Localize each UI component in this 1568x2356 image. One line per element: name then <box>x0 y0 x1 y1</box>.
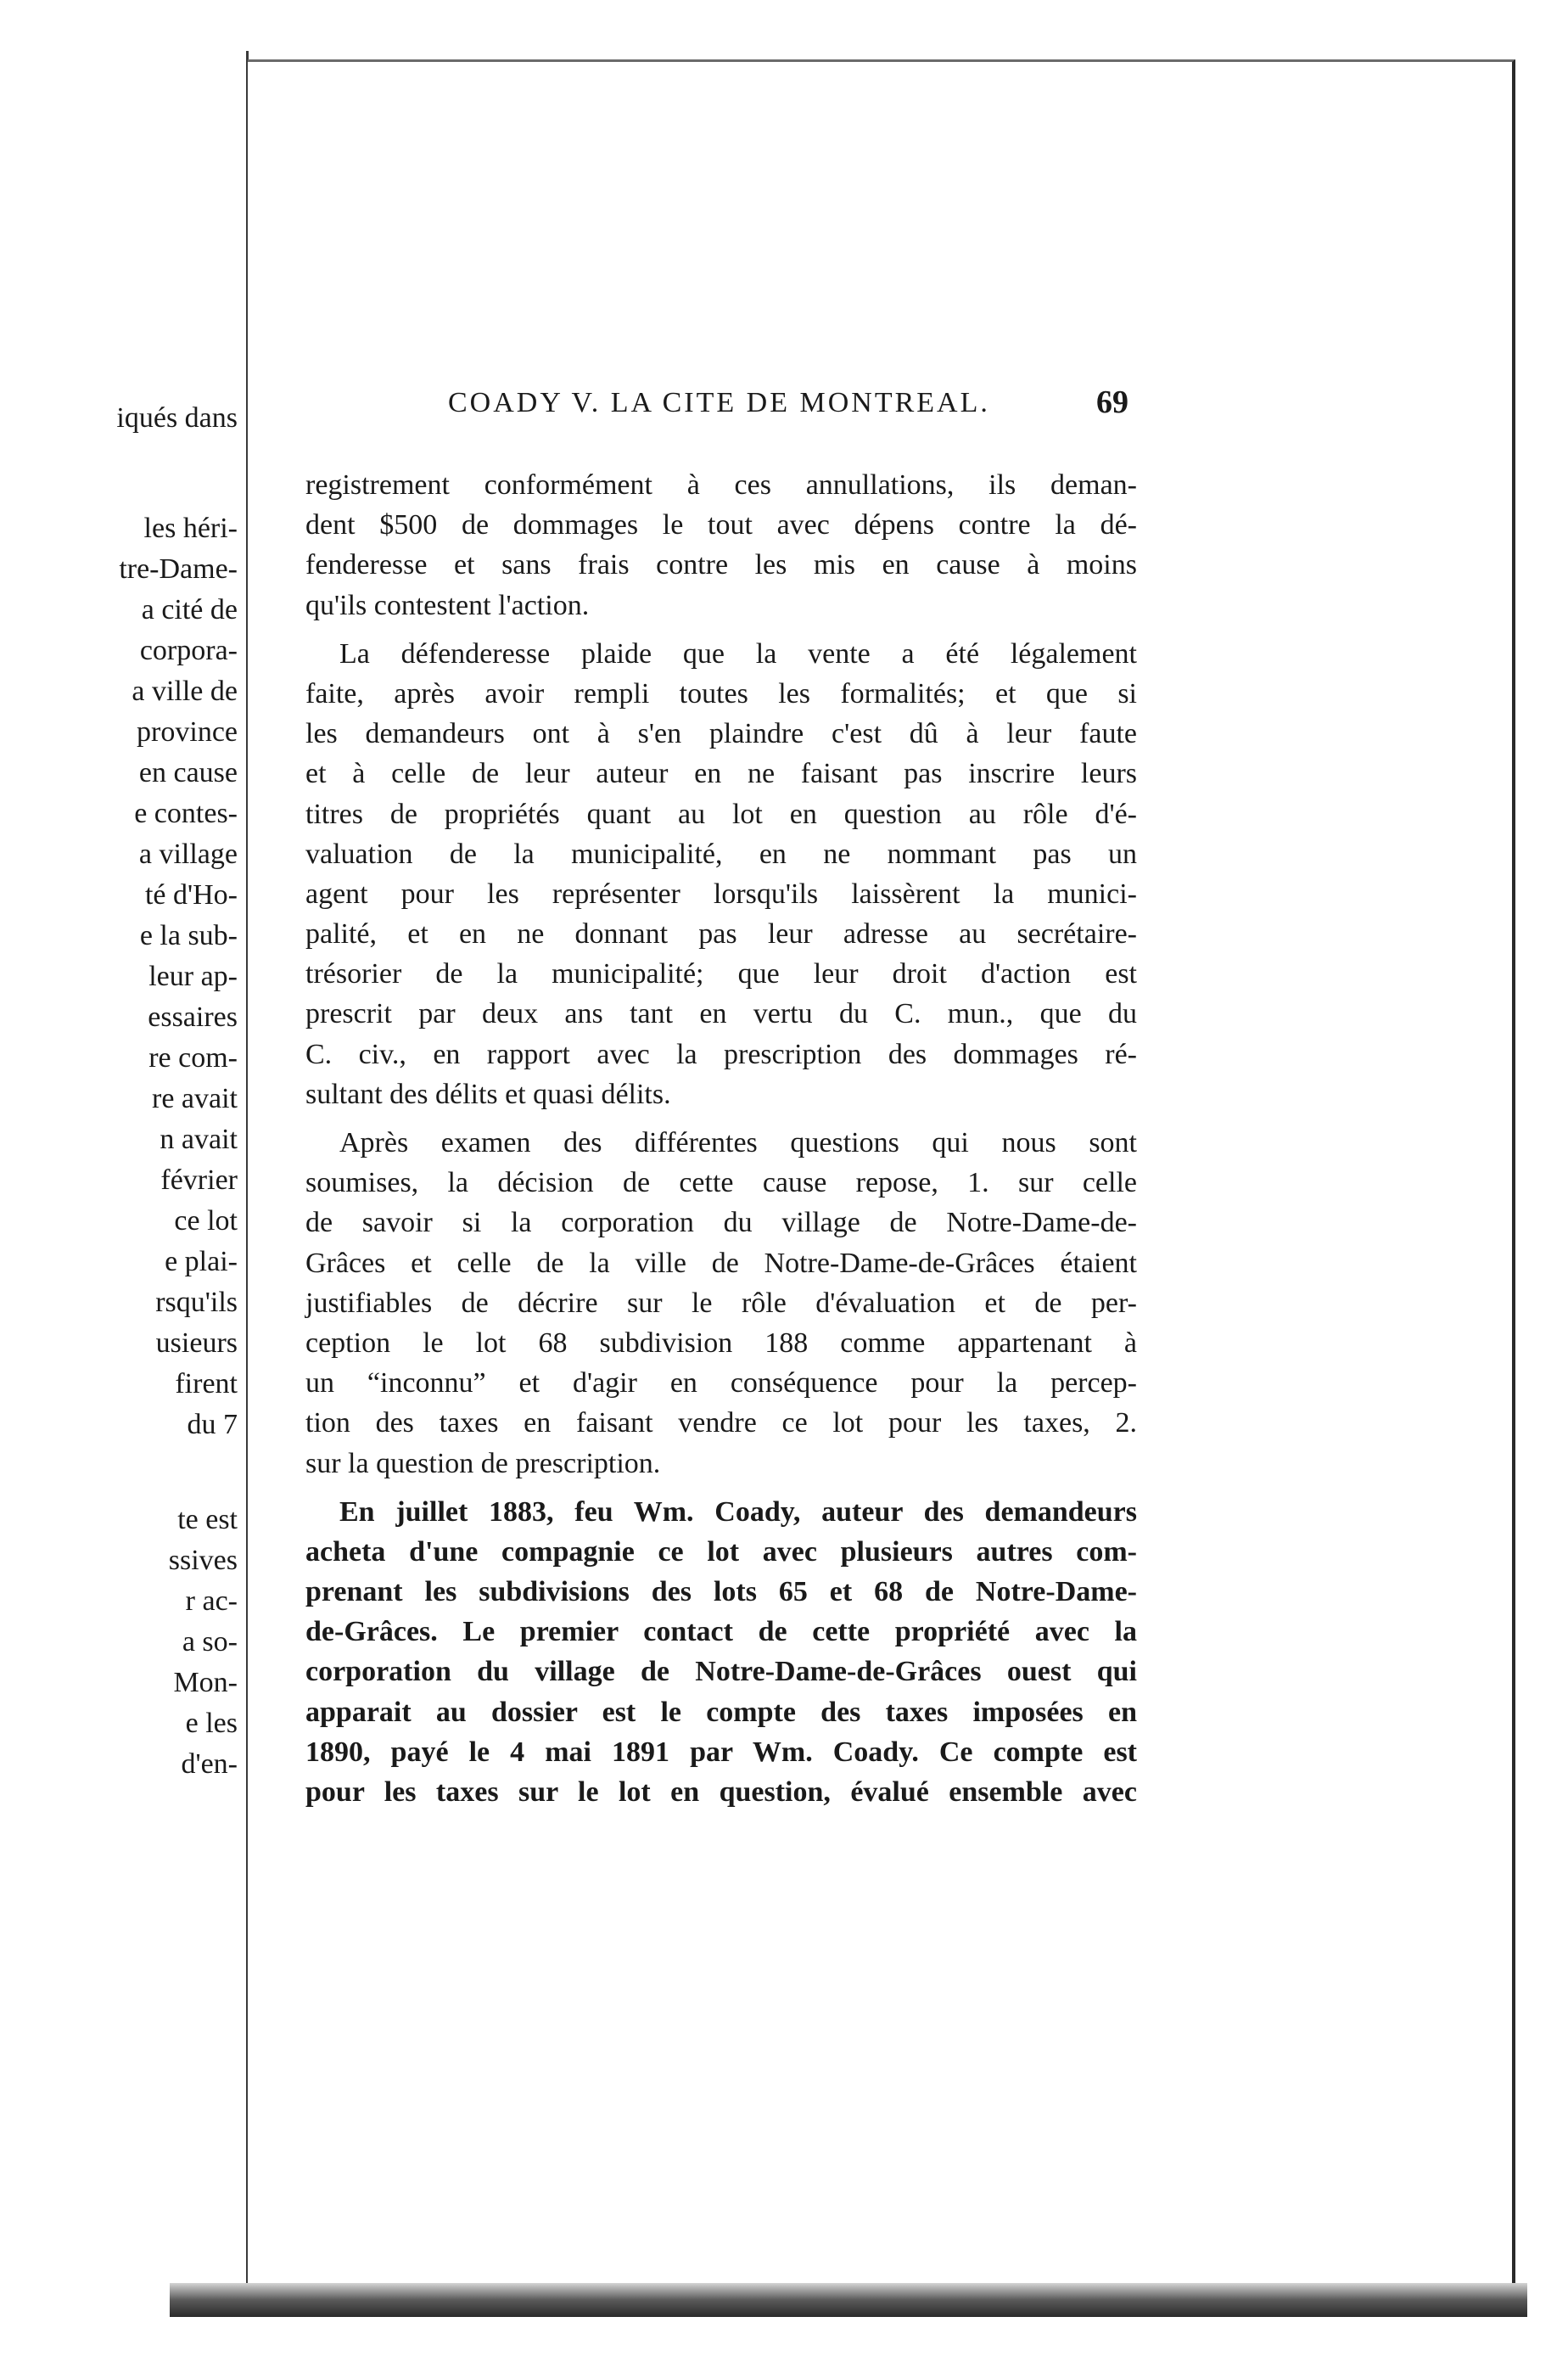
left-page-fragment: n avait <box>160 1124 238 1155</box>
left-page-fragment: firent <box>175 1368 238 1400</box>
text-line: acheta d'une compagnie ce lot avec plusieurs autres com- <box>305 1535 1137 1568</box>
left-page-fragment: e plai- <box>165 1246 238 1277</box>
left-page-fragment: te est <box>177 1504 238 1535</box>
text-line: La défenderesse plaide que la vente a été légalement <box>339 637 1137 670</box>
left-page-fragment: d'en- <box>181 1748 238 1780</box>
left-page-fragment: e la sub- <box>139 920 238 951</box>
left-page-fragment: a so- <box>182 1626 238 1658</box>
page-bottom-shadow <box>170 2283 1527 2317</box>
text-line: de-Grâces. Le premier contact de cette propriété avec la <box>305 1616 1137 1648</box>
left-page-fragment: e les <box>185 1708 238 1739</box>
left-page-fragment: a ville de <box>132 676 238 707</box>
text-line: et à celle de leur auteur en ne faisant pas inscrire leurs <box>305 758 1137 790</box>
page-number: 69 <box>1096 384 1128 420</box>
left-page-fragment: en cause <box>138 757 238 788</box>
text-line: fenderesse et sans frais contre les mis en cause à moins <box>305 549 1137 581</box>
left-page-fragment: té d'Ho- <box>144 879 238 911</box>
left-page-fragment: du 7 <box>187 1409 238 1440</box>
text-line: corporation du village de Notre-Dame-de-Grâces ouest qui <box>305 1656 1137 1688</box>
text-line: justifiables de décrire sur le rôle d'évaluation et de per- <box>305 1287 1137 1319</box>
text-line: trésorier de la municipalité; que leur droit d'action est <box>305 958 1137 990</box>
text-line: sultant des délits et quasi délits. <box>305 1078 671 1110</box>
left-page-fragment: e contes- <box>134 798 238 829</box>
text-line: C. civ., en rapport avec la prescription des dommages ré- <box>305 1038 1137 1070</box>
text-line: ception le lot 68 subdivision 188 comme appartenant à <box>305 1327 1137 1359</box>
left-page-fragment: a village <box>138 839 238 870</box>
text-line: palité, et en ne donnant pas leur adresse au secrétaire- <box>305 918 1137 951</box>
text-line: un “inconnu” et d'agir en conséquence pour la percep- <box>305 1367 1137 1400</box>
left-page-fragment: février <box>160 1164 238 1196</box>
text-line: En juillet 1883, feu Wm. Coady, auteur des demandeurs <box>339 1495 1137 1528</box>
text-line: prescrit par deux ans tant en vertu du C. mun., que du <box>305 998 1137 1030</box>
text-line: pour les taxes sur le lot en question, évalué ensemble avec <box>305 1776 1137 1808</box>
left-page-fragment: ssives <box>168 1545 238 1576</box>
text-line: de savoir si la corporation du village de Notre-Dame-de- <box>305 1207 1137 1239</box>
left-page-fragment: ce lot <box>174 1205 238 1237</box>
text-line: soumises, la décision de cette cause repose, 1. sur celle <box>305 1167 1137 1199</box>
text-line: valuation de la municipalité, en ne nommant pas un <box>305 838 1137 870</box>
text-line: faite, après avoir rempli toutes les formalités; et que si <box>305 677 1137 710</box>
text-line: apparait au dossier est le compte des taxes imposées en <box>305 1696 1137 1728</box>
paragraph <box>305 1492 1137 1813</box>
text-line: Grâces et celle de la ville de Notre-Dame-de-Grâces étaient <box>305 1247 1137 1279</box>
left-page-fragment: Mon- <box>173 1667 238 1698</box>
paragraph <box>305 465 1137 625</box>
left-page-fragment: r ac- <box>185 1585 238 1617</box>
paragraph <box>305 1123 1137 1484</box>
left-page-fragment: leur ap- <box>148 961 238 992</box>
left-page-fragment: a cité de <box>141 594 238 625</box>
left-page-fragment: province <box>137 716 238 748</box>
left-page-fragment: re avait <box>152 1083 238 1114</box>
left-page-edge <box>0 51 249 2308</box>
text-line: 1890, payé le 4 mai 1891 par Wm. Coady. Ce compte est <box>305 1736 1137 1768</box>
left-page-fragment: iqués dans <box>116 402 238 434</box>
text-line: dent $500 de dommages le tout avec dépens contre la dé- <box>305 509 1137 541</box>
text-line: registrement conformément à ces annullations, ils deman- <box>305 469 1137 501</box>
left-page-fragment: corpora- <box>139 635 238 666</box>
left-page-fragment: usieurs <box>155 1327 238 1359</box>
body-text <box>305 465 1137 1812</box>
text-line: qu'ils contestent l'action. <box>305 589 590 621</box>
text-line: titres de propriétés quant au lot en question au rôle d'é- <box>305 798 1137 830</box>
left-page-fragment: essaires <box>148 1001 238 1033</box>
running-head: COADY V. LA CITE DE MONTREAL. <box>448 387 990 418</box>
left-page-fragment: tre-Dame- <box>119 553 238 585</box>
left-page-fragment: re com- <box>148 1042 238 1074</box>
paragraph <box>305 634 1137 1114</box>
left-page-fragment: les héri- <box>143 513 238 544</box>
text-line: les demandeurs ont à s'en plaindre c'est dû à leur faute <box>305 718 1137 750</box>
text-line: Après examen des différentes questions qui nous sont <box>339 1127 1137 1158</box>
text-line: prenant les subdivisions des lots 65 et 68 de Notre-Dame- <box>305 1576 1137 1608</box>
text-line: agent pour les représenter lorsqu'ils laissèrent la munici- <box>305 878 1137 910</box>
text-line: tion des taxes en faisant vendre ce lot pour les taxes, 2. <box>305 1407 1137 1439</box>
text-line: sur la question de prescription. <box>305 1447 661 1479</box>
left-page-fragment: rsqu'ils <box>155 1287 238 1318</box>
